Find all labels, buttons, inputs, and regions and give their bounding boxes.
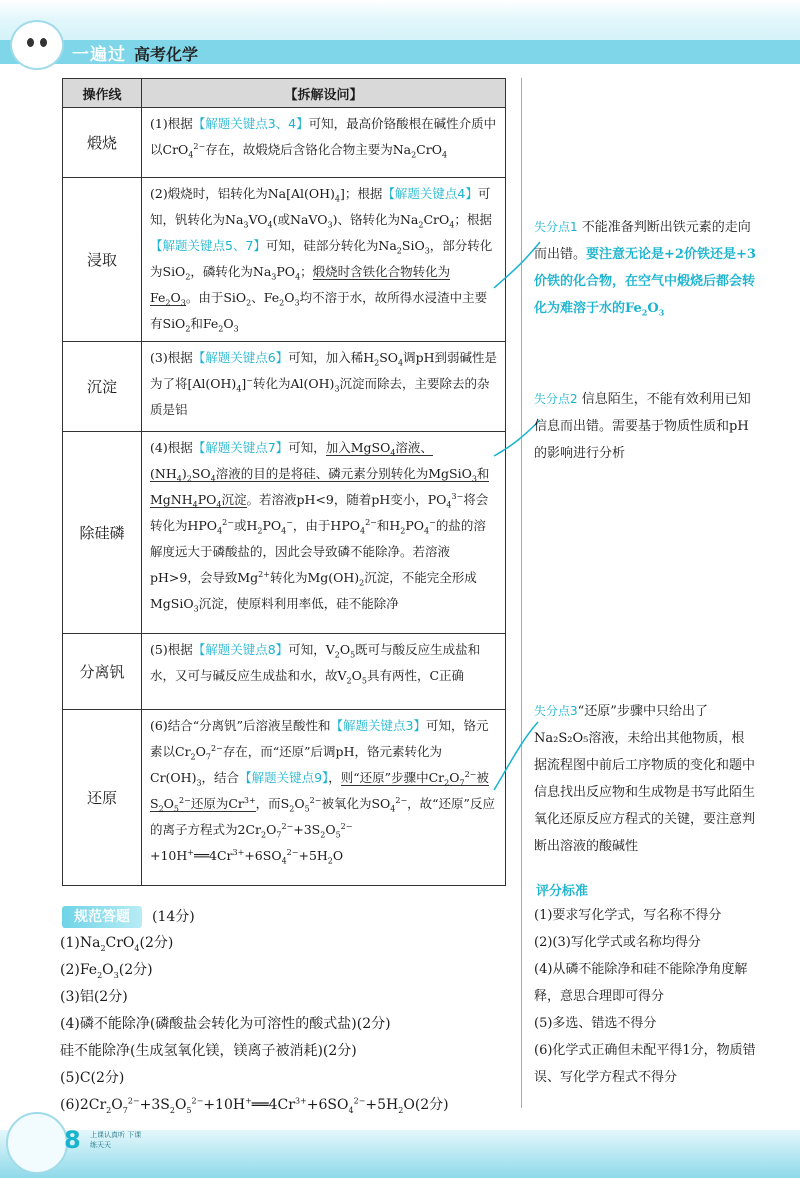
answer-item: (3)铝(2分): [60, 989, 128, 1005]
op-cell: 沉淀: [63, 342, 142, 432]
explain-cell: (2)煅烧时，铝转化为$Na[Al(OH)_4]$；根据【解题关键点4】可知，钒转化为$Na_3VO_4$(或NaVO$_3$)、铬转化为$Na_2CrO_4$；根据【解题关键点5、7】可知，硅部分转化为$Na_2SiO_3$，部分转化为SiO$_2$，磷转化为$Na_3PO_4$；煅烧时含铁化合物转化为$Fe_2O_3$。由于SiO$_2$、$Fe_2O_3$均不溶于水，故所得水浸渣中主要有SiO$_2$和$Fe_2O_3$: [142, 178, 506, 342]
op-cell: 还原: [63, 710, 142, 886]
explain-cell: (5)根据【解题关键点8】可知，$V_2O_5$既可与酸反应生成盐和水，又可与碱反应生成盐和水，故$V_2O_5$具有两性，C正确: [142, 634, 506, 710]
note-text: 信息陌生，不能有效利用已知信息而出错。需要基于物质性质和pH的影响进行分析: [534, 392, 751, 461]
side-note-3: 失分点3“还原”步骤中只给出了Na₂S₂O₅溶液，未给出其他物质，根据流程图中前后工序物质的变化和题中信息找出反应物和生成物是书写此陌生氧化还原反应方程式的关键，要注意判断出溶液的酸碱性: [534, 704, 756, 854]
col-question: 【拆解设问】: [142, 79, 506, 108]
score-title: 评分标准: [536, 884, 589, 899]
answer-item: 硅不能除净(生成氢氧化镁，镁离子被消耗)(2分): [60, 1043, 357, 1059]
op-cell: 分离钒: [63, 634, 142, 710]
keypoint-link: 【解题关键点7】: [192, 440, 289, 455]
note-tag: 失分点3: [534, 704, 578, 718]
answer-item: (4)磷不能除净(磷酸盐会转化为可溶性的酸式盐)(2分): [60, 1016, 391, 1032]
keypoint-link: 【解题关键点6】: [192, 350, 289, 365]
keypoint-link: 【解题关键点5、7】: [150, 238, 266, 253]
answer-item: (5)C(2分): [60, 1070, 125, 1086]
score-item: (4)从磷不能除净和硅不能除净角度解释，意思合理即可得分: [534, 962, 748, 1004]
op-cell: 浸取: [63, 178, 142, 342]
answer-list: [60, 930, 520, 1119]
note-tag: 失分点2: [534, 392, 578, 406]
subject-title: 高考化学: [134, 45, 199, 64]
keypoint-link: 【解题关键点3、4】: [192, 116, 309, 131]
col-operation: 操作线: [63, 79, 142, 108]
footer-slogan: 上课认真听 下课练天天: [90, 1131, 142, 1149]
explain-cell: (6)结合“分离钒”后溶液呈酸性和【解题关键点3】可知，铬元素以$Cr_2O_7^{2-}$存在，而“还原”后调pH，铬元素转化为$Cr(OH)_3$，结合【解题关键点9】，则“还原”步骤中$Cr_2O_7^{2-}$被$S_2O_5^{2-}$还原为$Cr^{3+}$，而$S_2O_5^{2-}$被氧化为$SO_4^{2-}$，故“还原”反应的离子方程式为$2Cr_2O_7^{2-}+3S_2O_5^{2-}+10H^+══4Cr^{3+}+6SO_4^{2-}+5H_2O$: [142, 710, 506, 886]
keypoint-link: 【解题关键点4】: [382, 186, 478, 201]
side-note-1: [534, 214, 756, 322]
score-item: (5)多选、错选不得分: [534, 1016, 657, 1031]
answer-total: (14分): [152, 909, 195, 925]
answer-score: (2分): [414, 1097, 449, 1113]
answer-badge: 规范答题: [62, 906, 142, 928]
brand-title: 一遍过: [72, 45, 126, 65]
explain-cell: (1)根据【解题关键点3、4】可知，最高价铬酸根在碱性介质中以CrO$_4^{2-}$存在，故煅烧后含铬化合物主要为$Na_2CrO_4$: [142, 108, 506, 178]
score-item: (1)要求写化学式，写名称不得分: [534, 908, 722, 923]
score-item: (2)(3)写化学式或名称均得分: [534, 935, 701, 950]
score-list: [534, 902, 756, 1091]
op-cell: 除硅磷: [63, 432, 142, 634]
note-highlight: 要注意无论是+2价铁还是+3价铁的化合物，在空气中煅烧后都会转化为难溶于水的$Fe_2O_3$: [534, 247, 756, 318]
keypoint-link: 【解题关键点9】: [239, 770, 329, 785]
footer-mascot: [6, 1112, 68, 1174]
answer-score: (2分): [139, 935, 174, 951]
answer-item: $(2)Fe_2O_3(2$分): [60, 962, 153, 980]
side-note-2: [534, 386, 756, 467]
note-text: 不能准备判断出铁元素的走向而出错。: [534, 220, 751, 262]
answer-item: $(1)Na_2CrO_4(2$分): [60, 935, 174, 953]
arrow-3: [494, 722, 538, 790]
note-tag: 失分点1: [534, 220, 578, 234]
note-text: 步骤中只给出了Na₂S₂O₅溶液，未给出其他物质，根据流程图中前后工序物质的变化和题中信息找出反应物和生成物是书写此陌生氧化还原反应方程式的关键，要注意判断出溶液的酸碱性: [534, 704, 756, 854]
note-highlight-text: 要注意无论是+2价铁还是+3价铁的化合物，在空气中煅烧后都会转化为难溶于水的Fe: [534, 247, 756, 316]
keypoint-link: 【解题关键点8】: [192, 642, 289, 657]
answer-item: $(6)2Cr_2O_7^{2-}+3S_2O_5^{2-}+10H^+══4Cr^{3+}+6SO_4^{2-}+5H_2O(2$分): [60, 1096, 449, 1115]
op-cell: 煅烧: [63, 108, 142, 178]
explain-cell: (4)根据【解题关键点7】可知，加入MgSO$_4$溶液、$(NH_4)_2SO_4$溶液的目的是将硅、磷元素分别转化为MgSiO$_3$和$MgNH_4PO_4$沉淀。若溶液pH<9，随着pH变小，$PO_4^{3-}$将会转化为$HPO_4^{2-}$或$H_2PO_4^-$，由于$HPO_4^{2-}$和$H_2PO_4^-$的盐的溶解度远大于磷酸盐的，因此会导致磷不能除净。若溶液pH>9，会导致$Mg^{2+}$转化为$Mg(OH)_2$沉淀，不能完全形成MgSiO$_3$沉淀，使原料利用率低，硅不能除净: [142, 432, 506, 634]
explain-cell: (3)根据【解题关键点6】可知，加入稀$H_2SO_4$调pH到弱碱性是为了将$[Al(OH)_4]^-$转化为$Al(OH)_3$沉淀而除去，主要除去的杂质是铝: [142, 342, 506, 432]
keypoint-link: 【解题关键点3】: [330, 718, 426, 733]
page-number: 8: [64, 1126, 81, 1154]
score-item: (6)化学式正确但未配平得1分，物质错误、写化学方程式不得分: [534, 1043, 756, 1085]
answer-score: (2分): [118, 962, 153, 978]
